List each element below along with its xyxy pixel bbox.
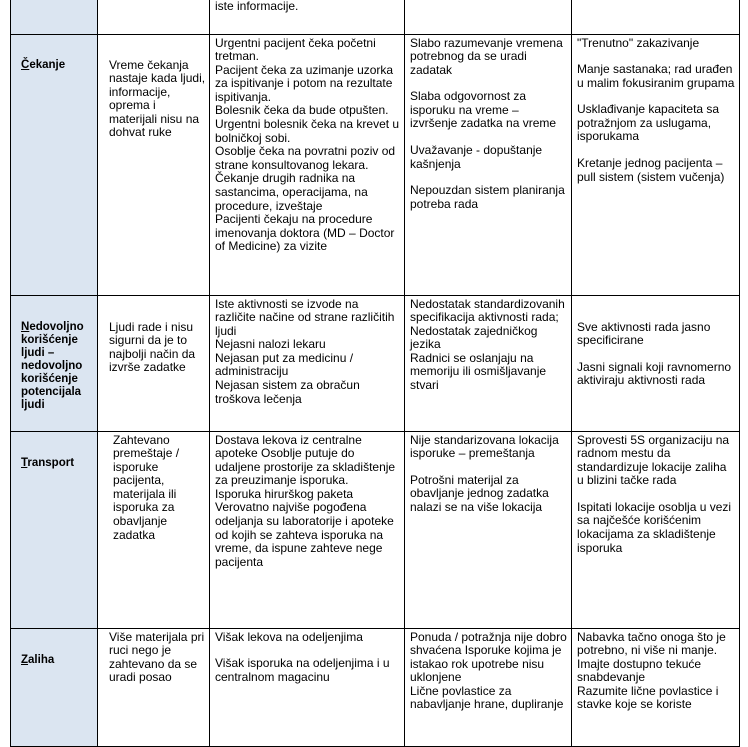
example-text: Višak isporuka na odeljenjima i u centralnom magacinu bbox=[215, 656, 390, 684]
cause-text: Slaba odgovornost za isporuku na vreme – izvršenje zadatka na vreme bbox=[410, 89, 557, 131]
definition-text: Zahtevano premeštaje / isporuke pacijenta, materijala ili isporuka za obavljanje zadatka bbox=[113, 432, 180, 542]
example-text: Pacijent čeka za uzimanje uzorka za ispitivanje i potom na rezultate ispitivanja. bbox=[215, 62, 394, 104]
example-text: Dostava lekova iz centralne apoteke Osoblje putuje do udaljene prostorije za skladištenje za preuzimanje isporuka. bbox=[215, 432, 396, 488]
cause-text: Lične povlastice za nabavljanje hrane, dupliranje bbox=[410, 683, 564, 712]
solution-text: Sprovesti 5S organizaciju na radnom mestu da standardizuje lokacije zaliha u blizini tačke rada bbox=[577, 432, 730, 488]
table-row-continuation bbox=[11, 0, 740, 34]
definition-text: Više materijala pri ruci nego je zahtevano da se uradi posao bbox=[109, 629, 205, 685]
continuation-text: iste informacije. bbox=[215, 0, 299, 13]
cell-label bbox=[11, 0, 98, 34]
row-label: Transport bbox=[21, 456, 75, 469]
cell-definition bbox=[98, 431, 210, 628]
solution-text: Nabavka tačno onoga što je potrebno, ni više ni manje. bbox=[577, 629, 726, 658]
table-row-nedovoljno bbox=[11, 295, 740, 431]
example-text: Iste aktivnosti se izvode na različite načine od strane različitih ljudi bbox=[215, 296, 395, 338]
cell-label bbox=[11, 34, 98, 295]
cell-solutions bbox=[572, 628, 740, 746]
cause-text: Radnici se oslanjaju na memoriju ili osmišljavanje stvari bbox=[410, 350, 547, 393]
example-text: Nejasan put za medicinu / administraciju bbox=[215, 350, 354, 379]
cell-causes bbox=[405, 628, 572, 746]
example-text: Verovatno najviše pogođena odeljanja su laboratorije i apoteke od kojih se zahteva isporuka na vreme, da ispune zahteve nege pacijenta bbox=[215, 500, 394, 569]
cell-definition bbox=[98, 628, 210, 746]
example-text: Pacijenti čekaju na procedure imenovanja doktora (MD – Doctor of Medicine) za vizite bbox=[215, 212, 395, 254]
table-row-zaliha bbox=[11, 628, 740, 746]
table-row-transport bbox=[11, 431, 740, 628]
cell-examples bbox=[210, 0, 405, 34]
row-label: Čekanje bbox=[21, 58, 66, 71]
cause-text: Slabo razumevanje vremena potrebnog da se uradi zadatak bbox=[410, 35, 563, 77]
cause-text: Ponuda / potražnja nije dobro shvaćena Isporuke kojima je istakao rok upotrebe nisu uklonjene bbox=[410, 629, 567, 685]
definition-text: Ljudi rade i nisu sigurni da je to najbolji način da izvrše zadatke bbox=[109, 319, 196, 375]
example-text: Urgentni pacijent čeka početni tretman. bbox=[215, 35, 376, 64]
example-text: Isporuka hirurškog paketa bbox=[215, 486, 354, 501]
cell-label bbox=[11, 431, 98, 628]
cell-causes bbox=[405, 431, 572, 628]
solution-text: Usklađivanje kapaciteta sa potražnjom za uslugama, isporukama bbox=[577, 102, 720, 144]
cause-text: Potrošni materijal za obavljanje jednog zadatka nalazi se na više lokacija bbox=[410, 472, 549, 514]
example-text: Čekanje drugih radnika na sastancima, operacijama, na procedure, izveštaje bbox=[215, 171, 368, 213]
cell-solutions bbox=[572, 431, 740, 628]
row-label: Zaliha bbox=[21, 653, 55, 666]
example-text: Nejasni nalozi lekaru bbox=[215, 337, 326, 352]
solution-text: Ispitati lokacije osoblja u vezi sa najčešće korišćenim lokacijama za skladištenje isporuka bbox=[577, 499, 732, 555]
solution-text: Imajte dostupno tekuće snabdevanje bbox=[577, 656, 702, 685]
solution-text: Jasni signali koji ravnomerno aktiviraju aktivnosti rada bbox=[577, 359, 732, 388]
cell-causes bbox=[405, 0, 572, 34]
cell-definition bbox=[98, 0, 210, 34]
table-row-cekanje bbox=[11, 34, 740, 295]
solution-text: "Trenutno" zakazivanje bbox=[577, 35, 700, 50]
solution-text: Kretanje jednog pacijenta – pull sistem (sistem vučenja) bbox=[577, 156, 725, 184]
solution-text: Manje sastanaka; rad urađen u malim fokusiranim grupama bbox=[577, 62, 735, 90]
cell-examples bbox=[210, 628, 405, 746]
cell-examples bbox=[210, 431, 405, 628]
cell-label bbox=[11, 628, 98, 746]
example-text: Bolesnik čeka da bude otpušten. Urgentni bolesnik čeka na krevet u bolničkoj sobi. bbox=[215, 103, 400, 145]
cell-causes bbox=[405, 34, 572, 295]
cell-solutions bbox=[572, 34, 740, 295]
solution-text: Sve aktivnosti rada jasno specificirane bbox=[577, 319, 711, 348]
cause-text: Uvažavanje - dopuštanje kašnjenja bbox=[410, 143, 543, 171]
example-text: Višak lekova na odeljenjima bbox=[215, 629, 363, 644]
cell-label bbox=[11, 295, 98, 431]
cell-causes bbox=[405, 295, 572, 431]
cell-definition bbox=[98, 34, 210, 295]
row-label: Nedovoljno korišćenje ljudi – nedovoljno korišćenje potencijala ljudi bbox=[21, 320, 84, 411]
solution-text: Razumite lične povlastice i stavke koje se koriste bbox=[577, 683, 719, 712]
cell-examples bbox=[210, 295, 405, 431]
example-text: Nejasan sistem za obračun troškova lečenja bbox=[215, 378, 360, 406]
cell-solutions bbox=[572, 295, 740, 431]
cell-examples bbox=[210, 34, 405, 295]
example-text: Osoblje čeka na povratni poziv od strane konsultovanog lekara. bbox=[215, 144, 396, 172]
cause-text: Nepouzdan sistem planiranja potreba rada bbox=[410, 183, 565, 211]
cell-solutions bbox=[572, 0, 740, 34]
lean-waste-table bbox=[10, 0, 740, 747]
cause-text: Nedostatak standardizovanih specifikacija aktivnosti rada; Nedostatak zajedničkog jezika bbox=[410, 296, 565, 352]
definition-text: Vreme čekanja nastaje kada ljudi, informacije, oprema i materijali nisu na dohvat ruke bbox=[109, 57, 206, 140]
cell-definition bbox=[98, 295, 210, 431]
cause-text: Nije standarizovana lokacija isporuke – premeštanja bbox=[410, 432, 559, 461]
